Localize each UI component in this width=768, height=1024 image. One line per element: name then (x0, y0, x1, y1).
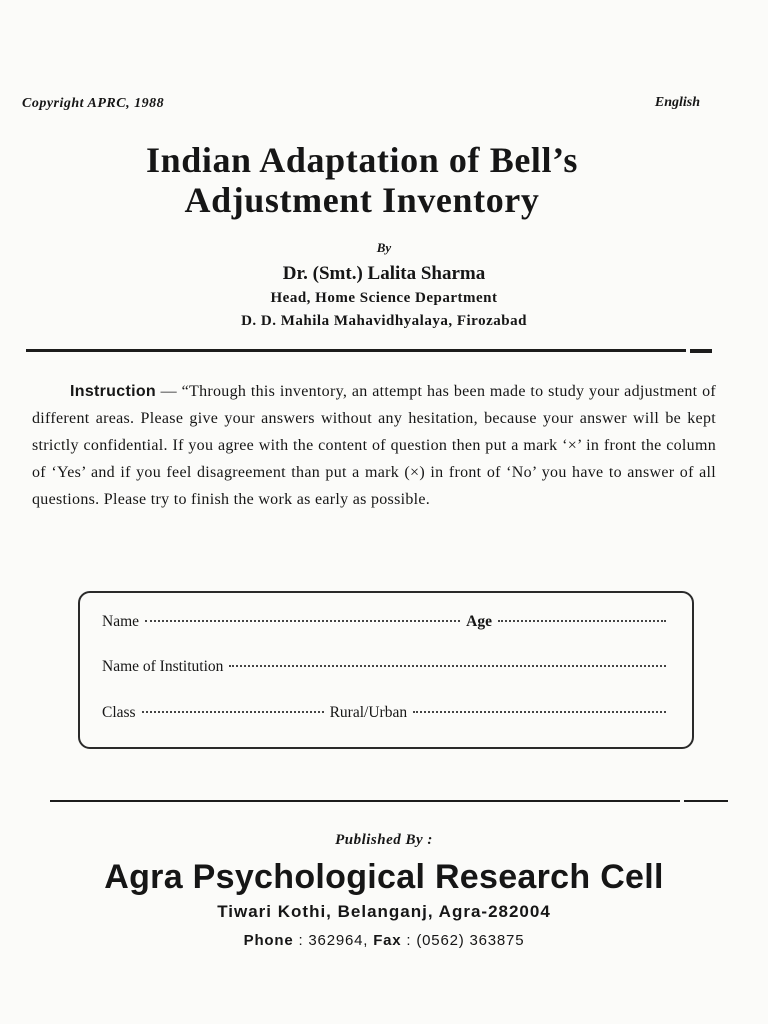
institution-label: Name of Institution (102, 658, 224, 675)
publisher-name: Agra Psychological Research Cell (104, 858, 664, 896)
published-by-label: Published By : (335, 832, 433, 848)
age-field[interactable] (498, 620, 666, 622)
institution-field[interactable] (229, 665, 666, 667)
author-institution: D. D. Mahila Mahavidhyalaya, Firozabad (241, 313, 527, 329)
name-age-row (102, 613, 672, 631)
title-line-2: Adjustment Inventory (184, 180, 540, 220)
respondent-details-box (78, 591, 694, 749)
author-role: Head, Home Science Department (270, 290, 498, 306)
copyright-notice: Copyright APRC, 1988 (22, 96, 165, 111)
bottom-divider-end (684, 800, 728, 802)
rural-urban-label: Rural/Urban (329, 704, 408, 721)
institution-row (102, 658, 672, 676)
name-field[interactable] (145, 620, 460, 622)
instruction-lead: Instruction (70, 383, 156, 400)
phone-number: 362964, (308, 932, 369, 949)
age-label: Age (466, 613, 492, 630)
document-title (0, 140, 768, 220)
phone-label: Phone (243, 932, 294, 949)
language-label: English (654, 95, 700, 110)
rural-urban-field[interactable] (413, 711, 666, 713)
fax-number: (0562) 363875 (416, 932, 525, 949)
publisher-contact: Phone : 362964, Fax : (0562) 363875 (243, 932, 525, 949)
bottom-divider (50, 800, 680, 802)
top-divider-end (690, 349, 712, 353)
publisher-address: Tiwari Kothi, Belanganj, Agra-282004 (217, 902, 551, 921)
name-label: Name (102, 613, 140, 630)
class-label: Class (102, 704, 136, 721)
fax-label: Fax (373, 932, 402, 949)
top-divider (26, 349, 686, 352)
instruction-paragraph (32, 378, 716, 513)
title-line-1: Indian Adaptation of Bell’s (146, 140, 578, 180)
by-label: By (376, 240, 392, 255)
class-area-row (102, 704, 672, 722)
class-field[interactable] (142, 711, 324, 713)
instruction-text: “Through this inventory, an attempt has been made to study your adjustment of different areas. Please give your answers without any hesitation, because your answer will be kept strictly confidential. If you agree with the content of question then put a mark ‘×’ in front the column of ‘Yes’ and if you feel disagreement than put a mark (×) in front of ‘No’ you have to answer of all questions. Please try to finish the work as early as possible. (32, 383, 716, 508)
author-name: Dr. (Smt.) Lalita Sharma (282, 263, 486, 284)
instruction-dash: — (155, 383, 182, 400)
